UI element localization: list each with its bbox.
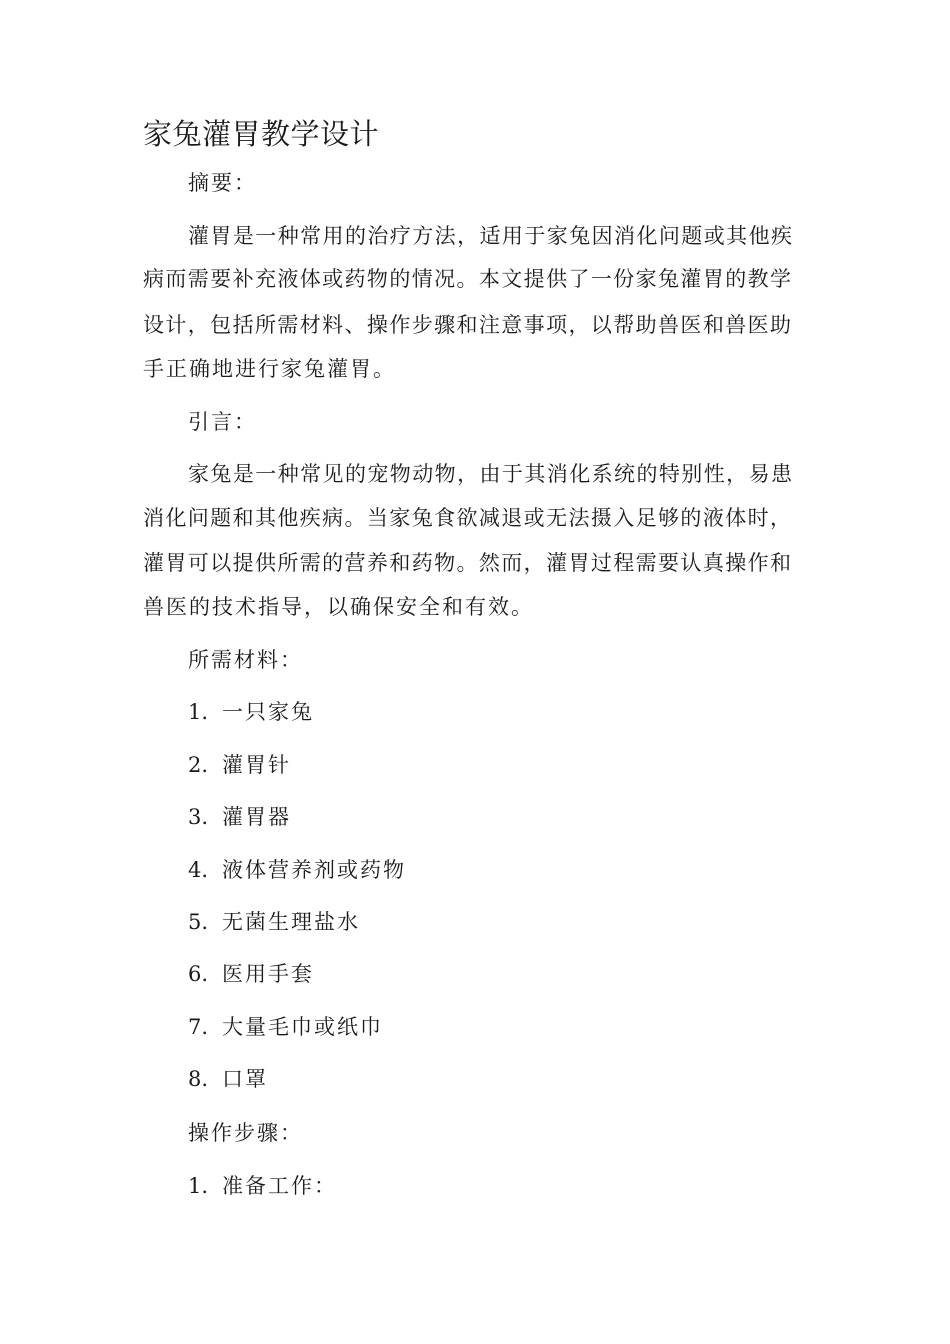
list-number: 5. — [188, 910, 209, 934]
list-item — [188, 855, 406, 885]
intro-line-2: 消化问题和其他疾病。当家兔食欲减退或无法摄入足够的液体时， — [143, 506, 791, 530]
abstract-line-1: 灌胃是一种常用的治疗方法，适用于家兔因消化问题或其他疾 — [188, 224, 792, 248]
list-item — [188, 750, 291, 780]
intro-heading: 引言： — [188, 410, 257, 434]
intro-line-3: 灌胃可以提供所需的营养和药物。然而，灌胃过程需要认真操作和 — [143, 551, 791, 575]
list-number: 8. — [188, 1067, 209, 1091]
list-number: 2. — [188, 753, 209, 777]
list-text: 准备工作： — [222, 1174, 337, 1198]
list-item — [188, 697, 314, 727]
list-item — [188, 907, 360, 937]
list-number: 1. — [188, 700, 209, 724]
intro-line-4: 兽医的技术指导，以确保安全和有效。 — [143, 595, 534, 619]
list-text: 灌胃器 — [222, 805, 291, 829]
list-text: 口罩 — [222, 1067, 268, 1091]
materials-heading: 所需材料： — [188, 648, 303, 672]
list-number: 3. — [188, 805, 209, 829]
list-text: 无菌生理盐水 — [222, 910, 360, 934]
list-item — [188, 1064, 268, 1094]
document-title: 家兔灌胃教学设计 — [143, 117, 380, 151]
abstract-line-4: 手正确地进行家兔灌胃。 — [143, 357, 396, 381]
list-number: 6. — [188, 962, 209, 986]
list-text: 医用手套 — [222, 962, 314, 986]
steps-heading: 操作步骤： — [188, 1121, 303, 1145]
list-item — [188, 802, 291, 832]
intro-line-1: 家兔是一种常见的宠物动物，由于其消化系统的特别性，易患 — [188, 462, 792, 486]
list-item — [188, 959, 314, 989]
list-text: 液体营养剂或药物 — [222, 858, 406, 882]
list-text: 大量毛巾或纸巾 — [222, 1015, 383, 1039]
list-text: 灌胃针 — [222, 753, 291, 777]
abstract-line-2: 病而需要补充液体或药物的情况。本文提供了一份家兔灌胃的教学 — [143, 267, 791, 291]
list-number: 7. — [188, 1015, 209, 1039]
list-item — [188, 1171, 337, 1201]
list-text: 一只家兔 — [222, 700, 314, 724]
list-number: 4. — [188, 858, 209, 882]
abstract-heading: 摘要： — [188, 171, 257, 195]
list-item — [188, 1012, 383, 1042]
abstract-line-3: 设计，包括所需材料、操作步骤和注意事项，以帮助兽医和兽医助 — [143, 313, 791, 337]
list-number: 1. — [188, 1174, 209, 1198]
